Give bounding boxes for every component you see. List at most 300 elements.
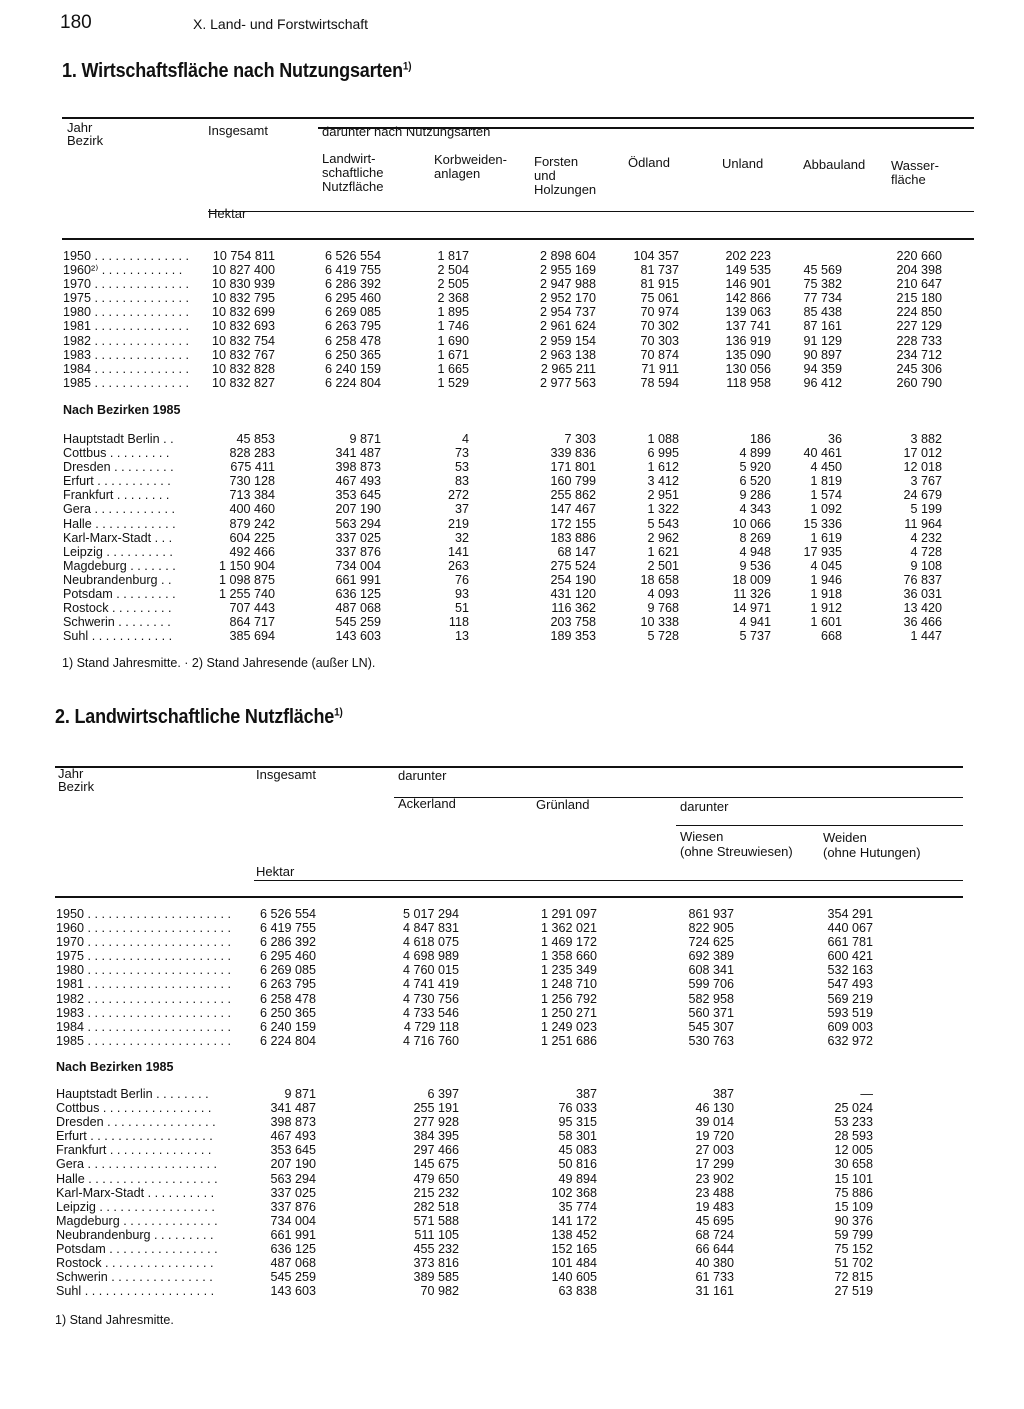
cell-korb: 141 [447, 544, 469, 559]
cell-insgesamt: 713 384 [229, 488, 275, 503]
table-row [56, 1143, 956, 1157]
cell-unland: 149 535 [725, 263, 771, 278]
table-row [56, 1270, 956, 1284]
cell-gruenland: 1 256 792 [540, 991, 597, 1006]
cell-insgesamt: 9 871 [284, 1087, 316, 1101]
table1-top-rule [62, 117, 974, 119]
table2-unit-rule [254, 880, 963, 881]
cell-wiesen: 45 695 [695, 1213, 734, 1228]
table-row [63, 305, 963, 319]
cell-label: 1950 . . . . . . . . . . . . . . . . . . . . . [56, 907, 231, 921]
table1-title-note: 1) [402, 60, 412, 73]
cell-gruenland: 140 605 [551, 1270, 597, 1285]
cell-insgesamt: 10 832 754 [211, 333, 275, 348]
cell-korb: 219 [447, 516, 469, 531]
cell-insgesamt: 6 250 365 [259, 1005, 316, 1020]
cell-insgesamt: 492 466 [229, 544, 275, 559]
cell-wiesen: 23 488 [695, 1185, 734, 1200]
table-row [63, 601, 963, 615]
cell-insgesamt: 604 225 [229, 530, 275, 545]
cell-unland: 9 536 [739, 558, 771, 573]
cell-landwirt: 6 286 392 [324, 277, 381, 292]
cell-weiden: 593 519 [827, 1005, 873, 1020]
cell-forsten: 189 353 [550, 629, 596, 644]
cell-oedland: 5 543 [647, 516, 679, 531]
page-number: 180 [60, 12, 92, 33]
cell-forsten: 116 362 [551, 601, 596, 616]
cell-wasser: 220 660 [896, 249, 942, 263]
cell-abbau: 77 734 [803, 291, 842, 306]
cell-weiden: 72 815 [834, 1270, 873, 1285]
cell-insgesamt: 6 419 755 [259, 921, 316, 936]
cell-wiesen: 560 371 [688, 1005, 734, 1020]
cell-weiden: 661 781 [827, 935, 873, 950]
cell-oedland: 71 911 [641, 361, 679, 376]
cell-korb: 2 368 [437, 291, 469, 306]
cell-insgesamt: 545 259 [270, 1270, 316, 1285]
cell-landwirt: 9 871 [349, 432, 381, 446]
cell-landwirt: 545 259 [335, 615, 381, 630]
cell-wiesen: 545 307 [688, 1019, 734, 1034]
cell-unland: 5 920 [739, 460, 771, 475]
cell-landwirt: 398 873 [335, 460, 381, 475]
cell-gruenland: 1 362 021 [540, 921, 597, 936]
cell-ackerland: 4 730 756 [402, 991, 459, 1006]
t2-head-darunter: darunter [398, 768, 447, 783]
table-row [56, 1284, 956, 1298]
cell-abbau: 1 619 [810, 530, 842, 545]
cell-insgesamt: 6 286 392 [259, 935, 316, 950]
cell-wiesen: 19 720 [695, 1129, 734, 1144]
cell-label: Schwerin . . . . . . . . [63, 615, 171, 630]
cell-insgesamt: 10 832 828 [211, 361, 275, 376]
cell-insgesamt: 6 526 554 [259, 907, 316, 921]
cell-weiden: 15 101 [834, 1171, 873, 1186]
cell-insgesamt: 563 294 [270, 1171, 316, 1186]
cell-korb: 37 [454, 502, 469, 517]
cell-wasser: 12 018 [903, 460, 942, 475]
cell-forsten: 203 758 [550, 615, 596, 630]
table-row [56, 963, 956, 977]
cell-wiesen: 582 958 [688, 991, 734, 1006]
cell-insgesamt: 6 258 478 [259, 991, 316, 1006]
cell-abbau: 1 574 [810, 488, 842, 503]
table-row [56, 907, 956, 921]
cell-insgesamt: 10 832 795 [211, 291, 275, 306]
table-row [63, 629, 963, 643]
cell-oedland: 2 962 [647, 530, 679, 545]
cell-wasser: 36 031 [903, 587, 942, 602]
cell-abbau: 90 897 [803, 347, 842, 362]
table2-top-rule [55, 766, 963, 768]
t2-head-unit: Hektar [256, 864, 295, 879]
cell-weiden: 25 024 [834, 1101, 873, 1116]
cell-abbau: 17 935 [803, 544, 842, 559]
cell-label: Hauptstadt Berlin . . [63, 432, 174, 446]
table-row [56, 1242, 956, 1256]
cell-oedland: 5 728 [647, 629, 679, 644]
cell-insgesamt: 207 190 [270, 1157, 316, 1172]
cell-gruenland: 35 774 [558, 1199, 597, 1214]
cell-unland: 10 066 [732, 516, 771, 531]
cell-wiesen: 23 902 [695, 1171, 734, 1186]
cell-insgesamt: 661 991 [270, 1227, 316, 1242]
cell-abbau: 4 045 [810, 558, 842, 573]
cell-oedland: 1 621 [647, 544, 679, 559]
cell-oedland: 1 088 [647, 432, 679, 446]
cell-wasser: 3 767 [910, 474, 942, 489]
cell-unland: 9 286 [739, 488, 771, 503]
cell-wiesen: 61 733 [695, 1270, 734, 1285]
cell-gruenland: 101 484 [551, 1256, 597, 1271]
cell-label: 1984 . . . . . . . . . . . . . . . . . . . . . [56, 1019, 231, 1034]
cell-insgesamt: 707 443 [229, 601, 275, 616]
cell-landwirt: 487 068 [335, 601, 381, 616]
cell-ackerland: 255 191 [413, 1101, 459, 1116]
table1-footnote: 1) Stand Jahresmitte. · 2) Stand Jahresende (außer LN). [62, 656, 376, 670]
cell-ackerland: 282 518 [413, 1199, 459, 1214]
cell-label: Erfurt . . . . . . . . . . . . . . . . . . [56, 1129, 213, 1144]
cell-wiesen: 17 299 [695, 1157, 734, 1172]
cell-korb: 2 504 [437, 263, 469, 278]
cell-gruenland: 1 469 172 [540, 935, 597, 950]
cell-korb: 1 746 [437, 319, 469, 334]
cell-forsten: 2 898 604 [539, 249, 596, 263]
cell-label: 1982 . . . . . . . . . . . . . . [63, 333, 189, 348]
cell-insgesamt: 675 411 [230, 460, 275, 475]
cell-unland: 202 223 [725, 249, 771, 263]
cell-landwirt: 636 125 [335, 587, 381, 602]
cell-oedland: 2 501 [647, 558, 679, 573]
cell-weiden: 75 886 [834, 1185, 873, 1200]
cell-forsten: 2 954 737 [539, 305, 596, 320]
table-row [63, 348, 963, 362]
table-row [56, 1186, 956, 1200]
cell-insgesamt: 10 754 811 [212, 249, 275, 263]
cell-label: Halle . . . . . . . . . . . . . . . . . . . [56, 1171, 218, 1186]
cell-insgesamt: 6 240 159 [259, 1019, 316, 1034]
cell-landwirt: 467 493 [335, 474, 381, 489]
cell-korb: 1 665 [437, 361, 469, 376]
cell-gruenland: 387 [575, 1087, 597, 1101]
cell-gruenland: 1 358 660 [540, 949, 597, 964]
cell-label: 1985 . . . . . . . . . . . . . . [63, 375, 189, 390]
table-row [63, 573, 963, 587]
cell-label: Rostock . . . . . . . . . . . . . . . . [56, 1256, 214, 1271]
cell-insgesamt: 1 150 904 [218, 558, 275, 573]
cell-unland: 5 737 [739, 629, 771, 644]
cell-label: 1960 . . . . . . . . . . . . . . . . . . . . . [56, 921, 231, 936]
cell-wasser: 4 232 [910, 530, 942, 545]
cell-landwirt: 6 224 804 [324, 375, 381, 390]
cell-insgesamt: 828 283 [229, 446, 275, 461]
cell-abbau: 75 382 [803, 277, 842, 292]
cell-unland: 136 919 [725, 333, 771, 348]
cell-label: Potsdam . . . . . . . . . [63, 587, 176, 602]
t1-head-insgesamt: Insgesamt [208, 123, 268, 138]
cell-korb: 118 [448, 615, 469, 630]
cell-wiesen: 724 625 [688, 935, 734, 950]
cell-label: 1983 . . . . . . . . . . . . . . . . . . . . . [56, 1005, 231, 1020]
cell-weiden: 30 658 [834, 1157, 873, 1172]
cell-abbau: 1 912 [810, 601, 842, 616]
cell-insgesamt: 10 832 699 [211, 305, 275, 320]
table-row [56, 1157, 956, 1171]
cell-wiesen: 31 161 [695, 1284, 734, 1299]
cell-wasser: 224 850 [896, 305, 942, 320]
cell-korb: 2 505 [437, 277, 469, 292]
t2-head-weiden: Weiden (ohne Hutungen) [823, 830, 921, 860]
t1-head-jahr: Jahr [67, 120, 93, 135]
table-row [56, 1006, 956, 1020]
cell-label: Dresden . . . . . . . . . [63, 460, 174, 475]
cell-ackerland: 455 232 [413, 1242, 459, 1257]
cell-label: Gera . . . . . . . . . . . . [63, 502, 175, 517]
cell-forsten: 172 155 [550, 516, 596, 531]
cell-insgesamt: 6 263 795 [259, 977, 316, 992]
cell-unland: 6 520 [739, 474, 771, 489]
cell-unland: 146 901 [725, 277, 771, 292]
cell-label: Magdeburg . . . . . . . . . . . . . . [56, 1213, 218, 1228]
cell-ackerland: 4 698 989 [402, 949, 459, 964]
cell-label: 1950 . . . . . . . . . . . . . . [63, 249, 189, 263]
table-row [63, 277, 963, 291]
cell-weiden: 28 593 [834, 1129, 873, 1144]
t1-head-landwirt: Landwirt- schaftliche Nutzfläche [322, 151, 384, 194]
cell-insgesamt: 6 269 085 [259, 963, 316, 978]
cell-weiden: 440 067 [827, 921, 873, 936]
cell-wasser: 13 420 [903, 601, 942, 616]
t1-head-korb: Korbweiden- anlagen [434, 152, 507, 181]
cell-wiesen: 68 724 [695, 1227, 734, 1242]
cell-ackerland: 4 729 118 [403, 1019, 459, 1034]
cell-landwirt: 6 526 554 [324, 249, 381, 263]
cell-abbau: 87 161 [803, 319, 842, 334]
cell-abbau: 1 092 [810, 502, 842, 517]
cell-label: Suhl . . . . . . . . . . . . . . . . . . . [56, 1284, 215, 1299]
table-row [63, 615, 963, 629]
cell-wasser: 245 306 [896, 361, 942, 376]
cell-insgesamt: 353 645 [270, 1143, 316, 1158]
t1-head-darunter: darunter nach Nutzungsarten [322, 124, 491, 139]
cell-forsten: 255 862 [550, 488, 596, 503]
cell-wasser: 9 108 [910, 558, 942, 573]
cell-insgesamt: 6 295 460 [259, 949, 316, 964]
cell-label: Magdeburg . . . . . . . [63, 558, 176, 573]
cell-korb: 263 [447, 558, 469, 573]
cell-ackerland: 5 017 294 [402, 907, 459, 921]
table-row [56, 992, 956, 1006]
cell-label: Karl-Marx-Stadt . . . [63, 530, 173, 545]
cell-weiden: 547 493 [827, 977, 873, 992]
cell-landwirt: 6 269 085 [324, 305, 381, 320]
cell-gruenland: 45 083 [558, 1143, 597, 1158]
cell-ackerland: 297 466 [413, 1143, 459, 1158]
cell-abbau: 1 819 [810, 474, 842, 489]
cell-wasser: 260 790 [896, 375, 942, 390]
cell-insgesamt: 6 224 804 [259, 1033, 316, 1048]
table-row [56, 1020, 956, 1034]
cell-oedland: 70 974 [640, 305, 679, 320]
cell-landwirt: 6 295 460 [324, 291, 381, 306]
cell-gruenland: 1 248 710 [540, 977, 597, 992]
cell-insgesamt: 400 460 [229, 502, 275, 517]
table-row [63, 474, 963, 488]
cell-oedland: 70 874 [640, 347, 679, 362]
cell-forsten: 254 190 [550, 572, 596, 587]
table-row [63, 559, 963, 573]
cell-unland: 11 326 [733, 587, 771, 602]
table-row [63, 432, 963, 446]
cell-wiesen: 822 905 [688, 921, 734, 936]
cell-ackerland: 511 105 [414, 1227, 459, 1242]
cell-label: Halle . . . . . . . . . . . . [63, 516, 176, 531]
table1-years-body [63, 249, 963, 390]
cell-wiesen: 66 644 [695, 1242, 734, 1257]
cell-wiesen: 530 763 [688, 1033, 734, 1048]
cell-label: 1960²⁾ . . . . . . . . . . . . [63, 263, 183, 278]
table1-body-rule [62, 238, 974, 240]
cell-gruenland: 1 251 686 [540, 1033, 597, 1048]
cell-label: Neubrandenburg . . . . . . . . . [56, 1227, 214, 1242]
cell-unland: 135 090 [725, 347, 771, 362]
cell-wasser: 215 180 [896, 291, 942, 306]
table-row [63, 249, 963, 263]
cell-insgesamt: 385 694 [229, 629, 275, 644]
cell-forsten: 2 959 154 [539, 333, 596, 348]
table-row [63, 545, 963, 559]
cell-label: 1980 . . . . . . . . . . . . . . . . . . . . . [56, 963, 231, 978]
table-row [56, 977, 956, 991]
cell-insgesamt: 487 068 [270, 1256, 316, 1271]
cell-wasser: 24 679 [903, 488, 942, 503]
cell-korb: 51 [454, 601, 469, 616]
cell-korb: 1 817 [437, 249, 469, 263]
cell-ackerland: 4 716 760 [402, 1033, 459, 1048]
table-row [56, 1087, 956, 1101]
cell-forsten: 68 147 [557, 544, 596, 559]
cell-insgesamt: 45 853 [236, 432, 275, 446]
table-row [56, 1200, 956, 1214]
cell-label: 1981 . . . . . . . . . . . . . . . . . . . . . [56, 977, 231, 992]
cell-ackerland: 4 733 546 [402, 1005, 459, 1020]
cell-weiden: 609 003 [827, 1019, 873, 1034]
cell-korb: 93 [454, 587, 469, 602]
cell-unland: 4 941 [739, 615, 771, 630]
cell-unland: 14 971 [732, 601, 771, 616]
cell-oedland: 6 995 [647, 446, 679, 461]
table-row [56, 1101, 956, 1115]
cell-landwirt: 563 294 [335, 516, 381, 531]
cell-insgesamt: 1 255 740 [218, 587, 275, 602]
cell-abbau: 1 918 [810, 587, 842, 602]
cell-abbau: 36 [827, 432, 842, 446]
cell-weiden: 51 702 [834, 1256, 873, 1271]
cell-insgesamt: 10 832 767 [211, 347, 275, 362]
cell-insgesamt: 398 873 [270, 1115, 316, 1130]
cell-weiden: 632 972 [827, 1033, 873, 1048]
cell-wasser: 210 647 [896, 277, 942, 292]
cell-weiden: 90 376 [834, 1213, 873, 1228]
cell-unland: 142 866 [725, 291, 771, 306]
cell-insgesamt: 10 827 400 [211, 263, 275, 278]
cell-oedland: 81 737 [640, 263, 679, 278]
table-row [63, 334, 963, 348]
cell-oedland: 78 594 [640, 375, 679, 390]
table1-districts-body [63, 432, 963, 643]
table-row [56, 1129, 956, 1143]
cell-weiden: 15 109 [834, 1199, 873, 1214]
cell-unland: 18 009 [732, 572, 771, 587]
cell-label: 1981 . . . . . . . . . . . . . . [63, 319, 189, 334]
t1-head-oedland: Ödland [628, 155, 670, 170]
cell-insgesamt: 337 876 [270, 1199, 316, 1214]
cell-label: Leipzig . . . . . . . . . . . . . . . . . [56, 1199, 215, 1214]
t1-head-unit: Hektar [208, 206, 247, 221]
cell-forsten: 339 836 [550, 446, 596, 461]
cell-ackerland: 4 618 075 [402, 935, 459, 950]
t2-head-ackerland: Ackerland [398, 796, 456, 811]
table2-title: 2. Landwirtschaftliche Nutzfläche$^{1)}$ [55, 706, 343, 728]
cell-label: 1984 . . . . . . . . . . . . . . [63, 361, 189, 376]
table1-section-heading: Nach Bezirken 1985 [63, 403, 181, 417]
cell-abbau: 91 129 [803, 333, 842, 348]
table1-unit-rule [208, 211, 974, 212]
cell-label: 1982 . . . . . . . . . . . . . . . . . . . . . [56, 991, 231, 1006]
cell-label: Potsdam . . . . . . . . . . . . . . . . [56, 1242, 218, 1257]
cell-wasser: 17 012 [903, 446, 942, 461]
t1-head-bezirk: Bezirk [67, 133, 104, 148]
cell-landwirt: 337 876 [335, 544, 381, 559]
cell-wasser: 204 398 [896, 263, 942, 278]
cell-landwirt: 353 645 [335, 488, 381, 503]
cell-korb: 1 895 [437, 305, 469, 320]
cell-landwirt: 143 603 [335, 629, 381, 644]
cell-abbau: 45 569 [803, 263, 842, 278]
cell-korb: 32 [454, 530, 469, 545]
cell-label: Frankfurt . . . . . . . . . . . . . . . [56, 1143, 212, 1158]
cell-abbau: 40 461 [803, 446, 842, 461]
cell-oedland: 70 302 [640, 319, 679, 334]
cell-forsten: 147 467 [550, 502, 596, 517]
cell-wasser: 3 882 [910, 432, 942, 446]
t2-head-insgesamt: Insgesamt [256, 767, 316, 782]
cell-oedland: 3 412 [647, 474, 679, 489]
cell-abbau: 85 438 [803, 305, 842, 320]
cell-gruenland: 50 816 [558, 1157, 597, 1172]
cell-ackerland: 4 760 015 [402, 963, 459, 978]
cell-label: 1975 . . . . . . . . . . . . . . [63, 291, 189, 306]
table-row [63, 319, 963, 333]
cell-landwirt: 341 487 [335, 446, 381, 461]
table2-section-heading: Nach Bezirken 1985 [56, 1060, 174, 1074]
cell-landwirt: 6 419 755 [324, 263, 381, 278]
cell-landwirt: 6 240 159 [324, 361, 381, 376]
cell-landwirt: 734 004 [335, 558, 381, 573]
cell-ackerland: 479 650 [413, 1171, 459, 1186]
cell-unland: 8 269 [739, 530, 771, 545]
cell-weiden: — [860, 1087, 873, 1101]
cell-label: Gera . . . . . . . . . . . . . . . . . . . [56, 1157, 217, 1172]
cell-forsten: 275 524 [550, 558, 596, 573]
cell-ackerland: 389 585 [413, 1270, 459, 1285]
cell-label: 1983 . . . . . . . . . . . . . . [63, 347, 189, 362]
cell-insgesamt: 730 128 [229, 474, 275, 489]
cell-insgesamt: 1 098 875 [218, 572, 275, 587]
cell-weiden: 59 799 [834, 1227, 873, 1242]
cell-ackerland: 70 982 [420, 1284, 459, 1299]
cell-unland: 4 948 [739, 544, 771, 559]
